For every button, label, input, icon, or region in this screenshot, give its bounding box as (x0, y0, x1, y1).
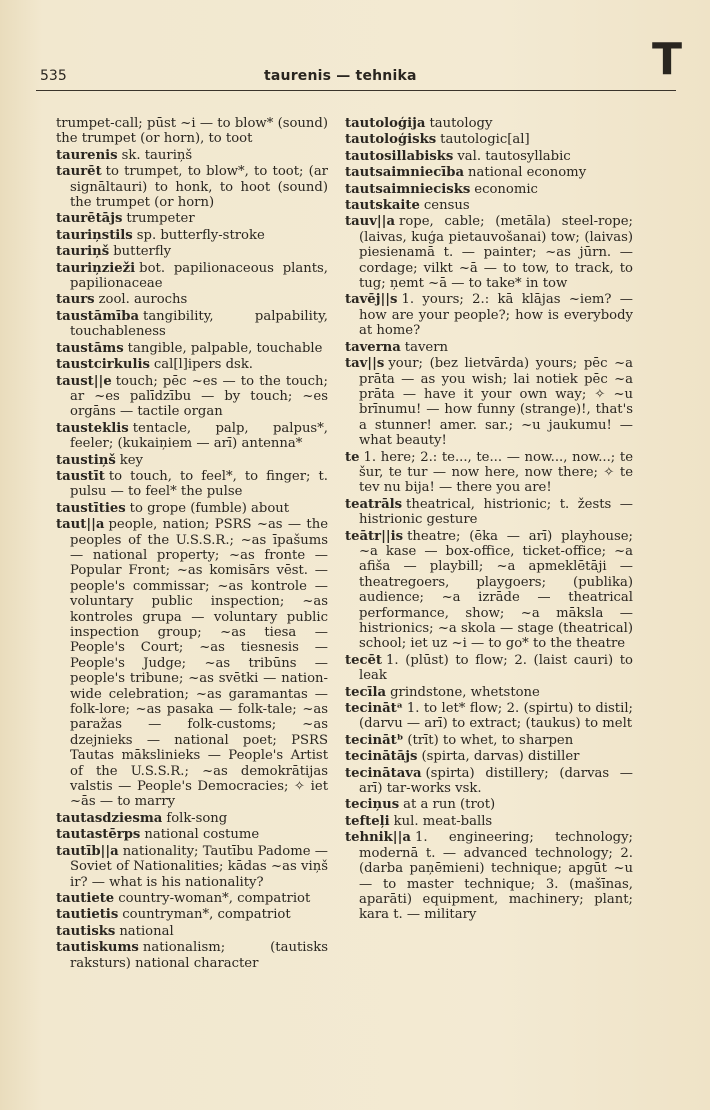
dictionary-entry (345, 814, 633, 829)
dictionary-entry (345, 653, 633, 684)
headword: tautiete (56, 890, 115, 906)
headword: tautoloģisks (345, 132, 437, 148)
definition: sp. butterfly-stroke (136, 227, 265, 243)
definition: 1. here; 2.: te..., te... — now..., now...; te šur, te tur — now here, now there; ✧ te tev nu bija! — there you are! (359, 449, 633, 496)
dictionary-entry (56, 261, 328, 292)
definition: kul. meat-balls (393, 813, 493, 829)
dictionary-entry (345, 292, 633, 338)
definition: (spirta) distillery; (darvas — arī) tar-works vsk. (359, 765, 633, 797)
headword: taustcirkulis (56, 357, 150, 373)
dictionary-entry (345, 182, 633, 197)
headword: taustīties (56, 500, 126, 516)
dictionary-entry (56, 211, 328, 226)
headword: tecinātājs (345, 749, 418, 765)
definition: nationality; Tautību Padome — Soviet of Nationalities; kādas ~as viņš ir? — what is his nationality? (70, 843, 328, 890)
definition: tangible, palpable, touchable (127, 340, 323, 356)
dictionary-entry (56, 453, 328, 468)
headword: tautoloģija (345, 116, 426, 131)
definition: theatre; (ēka — arī) playhouse; ~a kase — box-office, ticket-office; ~a afiša — playbill; ~a apmeklētāji — theatregoers, playgoers; (publika) audience; ~a izrāde — theatrical performance, show; ~a māksla — histrionics; ~a skola — stage (theatrical) school; iet uz ~i — to go* to the theatre (359, 528, 633, 652)
definition: to grope (fumble) about (129, 500, 290, 516)
dictionary-entry (345, 165, 633, 180)
definition: tentacle, palp, palpus*, feeler; (kukaiņiem — arī) antenna* (70, 420, 328, 452)
dictionary-entry (56, 244, 328, 259)
definition: trumpet-call; pūst ~i — to blow* (sound) the trumpet (or horn), to toot (56, 116, 328, 147)
dictionary-entry (345, 116, 633, 131)
dictionary-entry (345, 198, 633, 213)
definition: your; (bez lietvārda) yours; pēc ~a prāta — as you wish; lai notiek pēc ~a prāta — have it your own way; ✧ ~u brīnumu! — how funny (strange)!, that's a stunner! amer. sar.; ~u jaukumu! — what beauty! (359, 356, 633, 449)
headword: tav||s (345, 356, 385, 372)
headword: tecinātᵃ (345, 701, 403, 717)
headword: tecinātᵇ (345, 732, 404, 748)
definition: trumpeter (126, 211, 195, 227)
definition: theatrical, histrionic; t. žests — histrionic gesture (359, 496, 633, 528)
headword: tautsaimniecība (345, 165, 465, 181)
headword: taurenis (56, 147, 118, 163)
headword: teātr||is (345, 528, 404, 544)
dictionary-entry (56, 357, 328, 372)
headword: tehnik||a (345, 830, 411, 846)
definition: cal[l]ipers dsk. (153, 357, 253, 373)
headword: taustāms (56, 340, 124, 356)
dictionary-entry (345, 685, 633, 700)
headword: tauriņstils (56, 227, 133, 243)
definition: 1. yours; 2.: kā klājas ~iem? — how are your people?; how is everybody at home? (359, 292, 633, 339)
headword: tauv||a (345, 214, 396, 230)
dictionary-entry (345, 340, 633, 355)
section-letter: T (651, 34, 682, 85)
left-column (56, 116, 328, 972)
definition: 1. engineering; technology; modernā t. — advanced technology; 2. (darba paņēmieni) technique; apgūt ~u — to master technique; 3. (mašīnas, aparāti) equipment, machinery; plant; kara t. — military (359, 830, 633, 923)
definition: 1. to let* flow; 2. (spirtu) to distil; (darvu — arī) to extract; (taukus) to melt (359, 701, 633, 732)
definition: to trumpet, to blow*, to toot; (ar signāltauri) to honk, to hoot (sound) the trumpet (or horn) (70, 164, 328, 211)
definition: to touch, to feel*, to finger; t. pulsu — to feel* the pulse (70, 468, 328, 500)
headword: tecinātava (345, 765, 422, 781)
definition: country-woman*, compatriot (118, 890, 311, 906)
headword: tautiskums (56, 940, 139, 956)
dictionary-entry (56, 924, 328, 939)
dictionary-entry (56, 891, 328, 906)
definition: rope, cable; (metāla) steel-rope; (laivas, kuģa pietauvošanai) tow; (laivas) piesienamā t. — painter; ~as jūrn. — cordage; vilkt ~ā — to tow, to track, to tug; ņemt ~ā — to take* in tow (359, 214, 633, 292)
definition: key (119, 452, 144, 468)
definition: tautologic[al] (440, 132, 530, 148)
dictionary-entry (56, 148, 328, 163)
definition: val. tautosyllabic (457, 148, 571, 164)
dictionary-entry (56, 292, 328, 307)
dictionary-entry (56, 940, 328, 971)
headword: taustiņš (56, 452, 116, 468)
dictionary-entry (345, 529, 633, 652)
definition: (trīt) to whet, to sharpen (407, 732, 574, 748)
dictionary-entry (56, 811, 328, 826)
headword: te (345, 449, 360, 465)
definition: nationalism; (tautisks raksturs) national character (70, 940, 328, 971)
headword: taustīt (56, 468, 105, 484)
dictionary-entry (56, 341, 328, 356)
dictionary-entry (345, 733, 633, 748)
definition: 1. (plūst) to flow; 2. (laist cauri) to leak (359, 652, 633, 684)
dictionary-entry (345, 497, 633, 528)
definition: national (119, 923, 174, 939)
headword: taurētājs (56, 211, 123, 227)
definition: grindstone, whetstone (390, 684, 540, 700)
definition: countryman*, compatriot (122, 907, 291, 923)
headword: tautskaite (345, 198, 420, 214)
headword: taurs (56, 292, 95, 308)
definition: tautology (429, 116, 493, 131)
dictionary-entry (56, 116, 328, 147)
definition: sk. tauriņš (121, 147, 193, 163)
headword: taverna (345, 339, 401, 355)
definition: folk-song (166, 810, 228, 826)
definition: butterfly (113, 244, 172, 260)
headword: tautastērps (56, 827, 141, 843)
dictionary-entry (345, 132, 633, 147)
dictionary-entry (56, 517, 328, 810)
headword: taust||e (56, 373, 112, 389)
dictionary-entry (345, 149, 633, 164)
headword: tautosillabisks (345, 148, 454, 164)
dictionary-entry (56, 907, 328, 922)
page-header (36, 34, 682, 91)
dictionary-entry (56, 827, 328, 842)
definition: census (423, 198, 470, 214)
dictionary-entry (56, 469, 328, 500)
dictionary-entry (345, 766, 633, 797)
definition: at a run (trot) (403, 797, 496, 813)
definition: tavern (404, 339, 448, 355)
definition: bot. papilionaceous plants, papilionaceae (70, 260, 328, 292)
headword: taustāmība (56, 308, 140, 324)
dictionary-entry (345, 356, 633, 448)
dictionary-entry (345, 450, 633, 496)
dictionary-entry (56, 164, 328, 210)
dictionary-entry (56, 844, 328, 890)
headword: taurēt (56, 164, 102, 180)
headword: tausteklis (56, 420, 129, 436)
dictionary-entry (56, 309, 328, 340)
running-head: taurenis — tehnika (264, 68, 417, 84)
definition: national economy (468, 165, 587, 181)
definition: (spirta, darvas) distiller (421, 749, 580, 765)
dictionary-entry (345, 214, 633, 291)
headword: tauriņzieži (56, 260, 136, 276)
headword: tautasdziesma (56, 810, 163, 826)
dictionary-entry (345, 749, 633, 764)
headword: tautsaimniecisks (345, 181, 471, 197)
dictionary-entry (56, 228, 328, 243)
definition: zool. aurochs (98, 292, 188, 308)
headword: teciņus (345, 797, 400, 813)
right-column (345, 116, 633, 924)
headword: tefteļi (345, 813, 390, 829)
headword: tautīb||a (56, 843, 119, 859)
dictionary-entry (345, 830, 633, 922)
headword: tautietis (56, 907, 119, 923)
headword: tecēt (345, 652, 382, 668)
definition: tangibility, palpability, touchableness (70, 308, 328, 340)
headword: tauriņš (56, 244, 110, 260)
definition: people, nation; PSRS ~as — the peoples of the U.S.S.R.; ~as īpašums — national property; ~as fronte — Popular Front; ~as komisārs vēst. — people's commissar; ~as kontrole — voluntary public inspection; ~as kontroles grupa — voluntary public inspection group; ~as tiesa — People's Court; ~as tiesnesis — People's Judge; ~as tribūns — people's tribune; ~as svētki — nation-wide celebration; ~as garamantas — folk-lore; ~as pasaka — folk-tale; ~as paražas — folk-customs; ~as dzejnieks — national poet; PSRS Tautas mākslinieks — People's Artist of the U.S.S.R.; ~as demokrātijas valstis — People's Democracies; ✧ iet ~ās — to marry (70, 517, 328, 810)
headword: tautisks (56, 923, 116, 939)
definition: economic (474, 181, 538, 197)
dictionary-entry (345, 797, 633, 812)
dictionary-entry (345, 701, 633, 732)
definition: touch; pēc ~es — to the touch; ar ~es palīdzību — by touch; ~es orgāns — tactile organ (70, 373, 328, 420)
headword: teatrāls (345, 496, 403, 512)
dictionary-entry (56, 501, 328, 516)
headword: tecīla (345, 684, 387, 700)
headword: taut||a (56, 517, 105, 533)
page-number: 535 (40, 68, 67, 84)
definition: national costume (144, 827, 260, 843)
dictionary-entry (56, 421, 328, 452)
headword: tavēj||s (345, 292, 398, 308)
dictionary-entry (56, 374, 328, 420)
